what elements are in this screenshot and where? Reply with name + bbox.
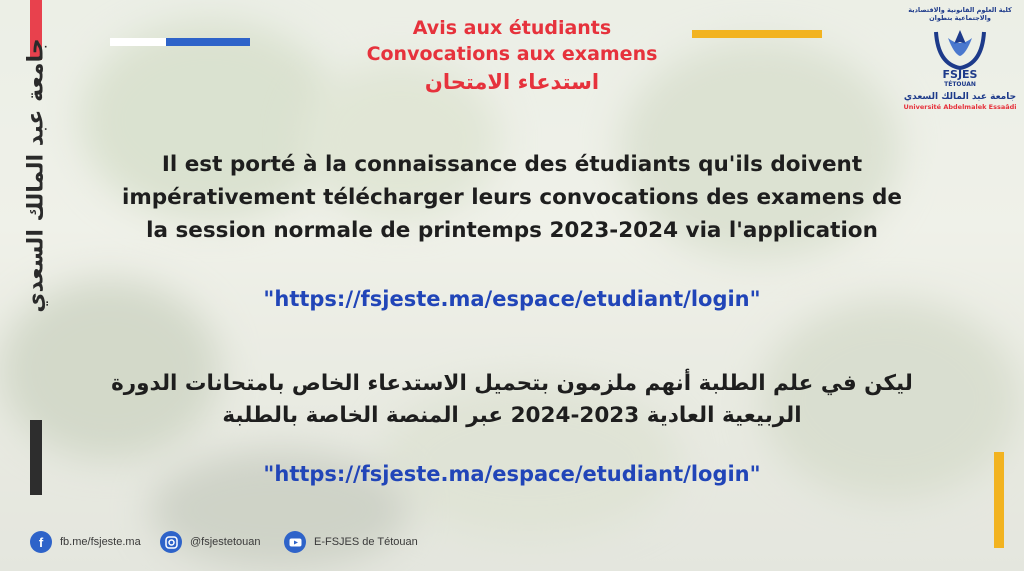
instagram-icon bbox=[160, 531, 182, 553]
youtube-link[interactable] bbox=[284, 531, 418, 553]
arabic-notice-line-2: الربيعية العادية 2023-2024 عبر المنصة الخاصة بالطلبة bbox=[222, 403, 802, 428]
youtube-icon bbox=[284, 531, 306, 553]
logo-university-arabic: جامعة عبد المالك السعدي bbox=[903, 92, 1017, 102]
french-notice bbox=[0, 148, 1024, 247]
french-notice-line-1: Il est porté à la connaissance des étudiants qu'ils doivent bbox=[161, 152, 863, 177]
facebook-handle: fb.me/fsjeste.ma bbox=[60, 536, 141, 548]
facebook-icon: f bbox=[30, 531, 52, 553]
login-link-1[interactable]: "https://fsjeste.ma/espace/etudiant/login" bbox=[263, 287, 761, 311]
instagram-handle: @fsjestetouan bbox=[190, 536, 261, 548]
logo-acronym: FSJES bbox=[942, 68, 978, 81]
arabic-notice bbox=[0, 368, 1024, 432]
title-line-2: Convocations aux examens bbox=[366, 43, 658, 65]
logo-university-french: Université Abdelmalek Essaâdi bbox=[903, 103, 1017, 111]
french-notice-line-2: impérativement télécharger leurs convocations des examens de bbox=[122, 185, 902, 210]
vertical-text: جامعة عبد المالك السعدي bbox=[23, 37, 49, 313]
logo-city: TÉTOUAN bbox=[944, 81, 976, 88]
fsjes-logo bbox=[902, 6, 1018, 126]
announcement-title bbox=[0, 15, 1024, 97]
arabic-notice-line-1: ليكن في علم الطلبة أنهم ملزمون بتحميل الاستدعاء الخاص بامتحانات الدورة bbox=[111, 371, 913, 396]
facebook-link[interactable] bbox=[30, 531, 141, 553]
logo-faculty-name: كلية العلوم القانونية والاقتصادية والاجتماعية بتطوان bbox=[908, 6, 1012, 22]
title-line-1: Avis aux étudiants bbox=[412, 17, 612, 39]
title-line-arabic: استدعاء الامتحان bbox=[424, 70, 600, 94]
youtube-channel: E-FSJES de Tétouan bbox=[314, 536, 418, 548]
login-link-2[interactable]: "https://fsjeste.ma/espace/etudiant/login" bbox=[263, 462, 761, 486]
logo-emblem-icon bbox=[928, 24, 992, 88]
instagram-link[interactable] bbox=[160, 531, 261, 553]
french-notice-line-3: la session normale de printemps 2023-2024 via l'application bbox=[146, 218, 878, 243]
